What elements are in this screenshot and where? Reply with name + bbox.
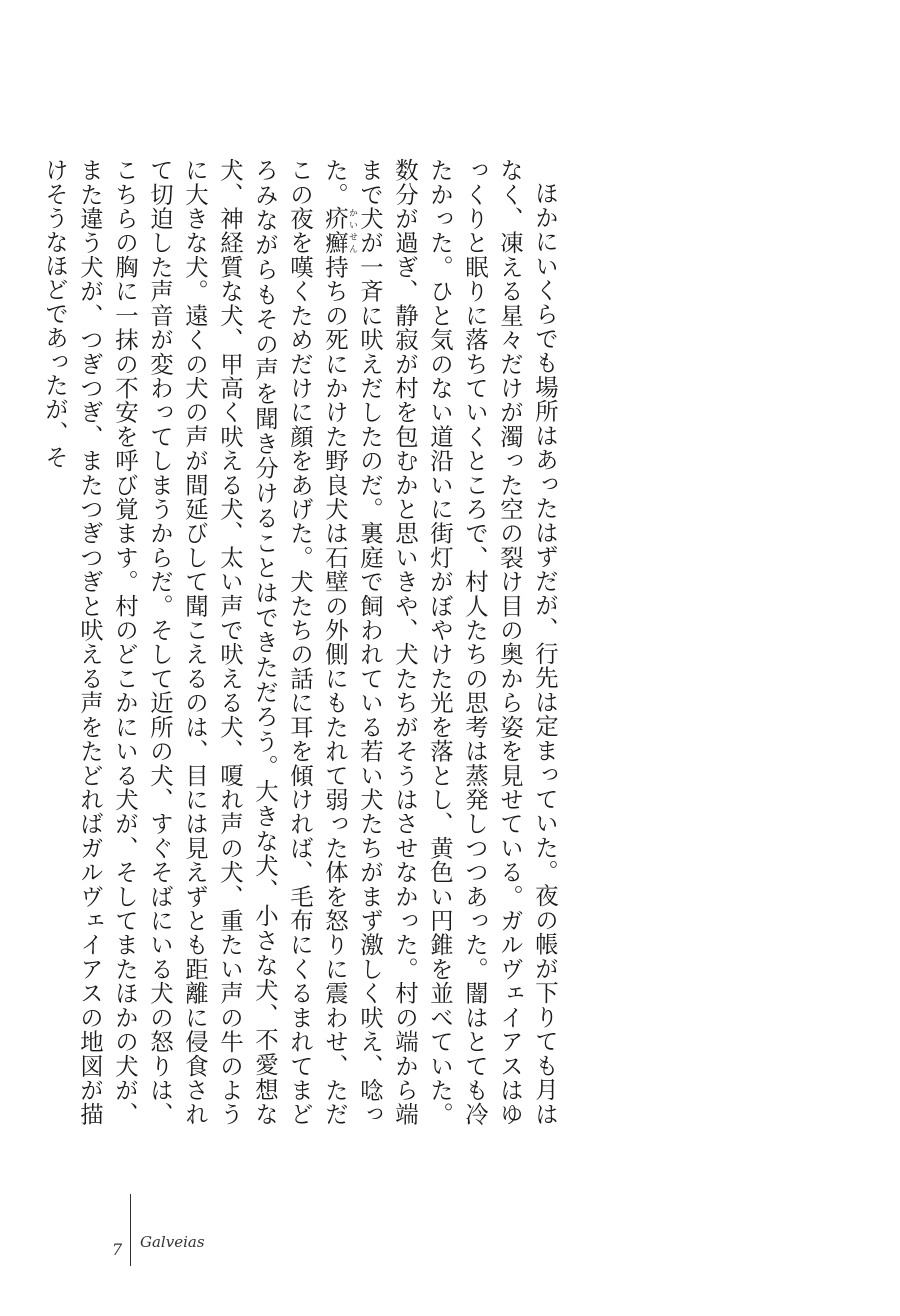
body-text — [41, 158, 562, 1126]
ruby-base: 疥癬 — [321, 206, 349, 255]
running-title: Galveias — [140, 1233, 205, 1251]
paragraph — [37, 158, 562, 1126]
ruby-annotation — [321, 206, 357, 255]
page-number: 7 — [112, 1240, 123, 1259]
footer-divider — [130, 1194, 131, 1266]
paragraph-text-part-2: 持ちの死にかけた野良犬は石壁の外側にもたれて弱った体を怒りに震わせ、ただこの夜を嘆くためだけに顔をあげた。犬たちの話に耳を傾ければ、毛布にくるまれてまどろみながらもその声を聞き分けることはできただろう。大きな犬、小さな犬、不愛想な犬、神経質な犬、甲高く吠える犬、太い声で吠える犬、嗄れ声の犬、重たい声の牛のように大きな犬。遠くの犬の声が間延びして聞こえるのは、目には見えずとも距離に侵食されて切迫した声音が変わってしまうからだ。そして近所の犬、すぐそばにいる犬の怒りは、こちらの胸に一抹の不安を呼び覚ます。村のどこかにいる犬が、そしてまたほかの犬が、また違う犬が、つぎつぎ、またつぎつぎと吠える声をたどればガルヴェイアスの地図が描けそうなほどであったが、そ — [41, 158, 349, 1126]
paragraph-text-part-1: ほかにいくらでも場所はあったはずだが、行先は定まっていた。夜の帳が下りても月はなく、凍える星々だけが濁った空の裂け目の奥から姿を見せている。ガルヴェイアスはゆっくりと眠りに落ちていくところで、村人たちの思考は蒸発しつつあった。闇はとても冷たかった。ひと気のない道沿いに街灯がぼやけた光を落とし、黄色い円錐を並べていた。数分が過ぎ、静寂が村を包むかと思いきや、犬たちがそうはさせなかった。村の端から端まで犬が一斉に吠えだしたのだ。裏庭で飼われている若い犬たちがまず激しく吠え、唸った。 — [321, 158, 559, 1126]
ruby-reading: かいせん — [347, 206, 357, 255]
